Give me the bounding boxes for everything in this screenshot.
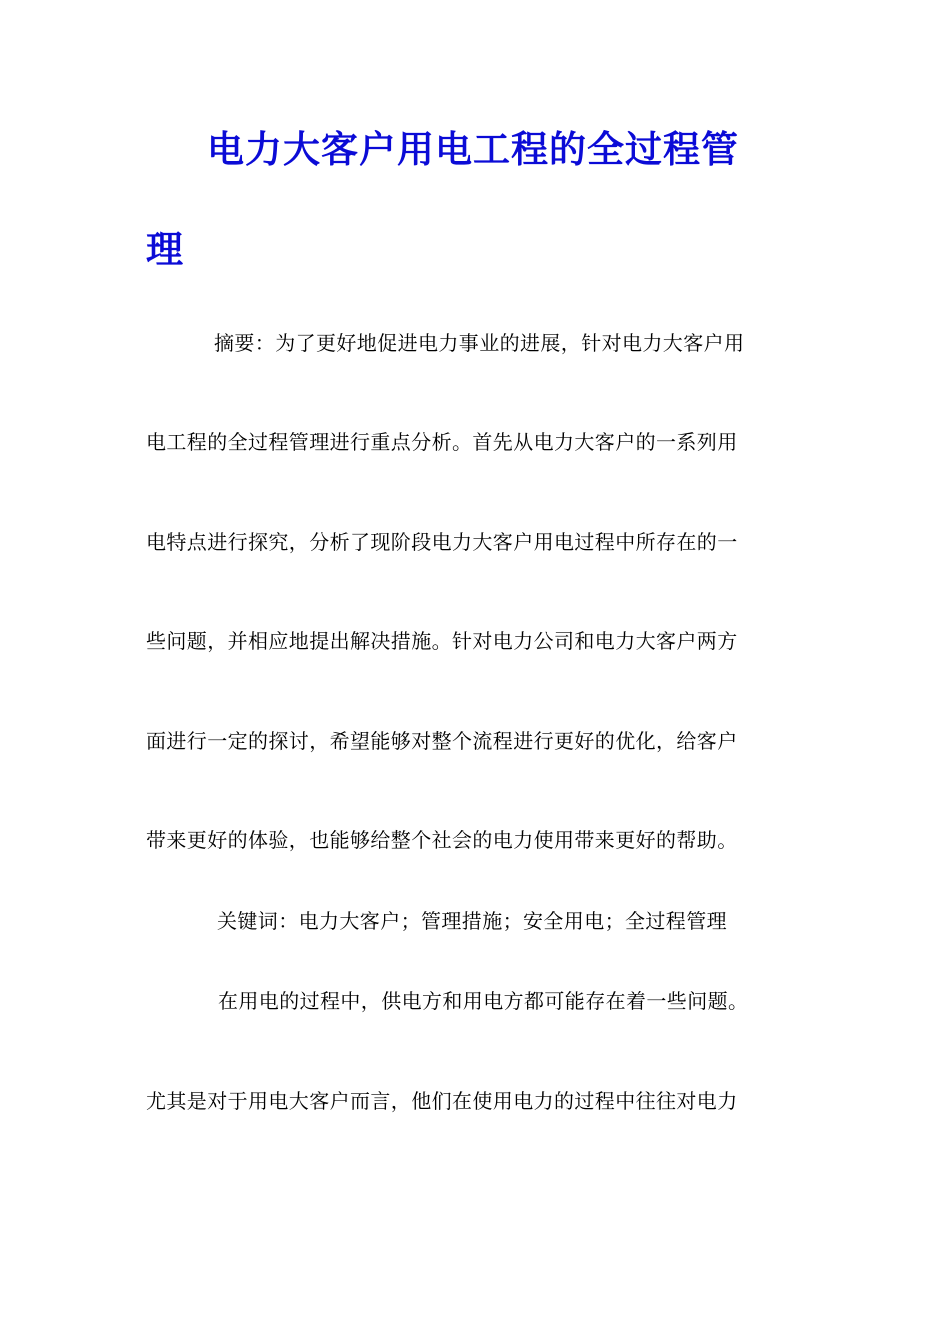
document-title-line-2: 理: [146, 228, 184, 271]
abstract-line-2: 电工程的全过程管理进行重点分析。首先从电力大客户的一系列用: [146, 430, 738, 454]
abstract-line-6: 带来更好的体验，也能够给整个社会的电力使用带来更好的帮助。: [146, 828, 738, 852]
abstract-line-3: 电特点进行探究，分析了现阶段电力大客户用电过程中所存在的一: [146, 530, 738, 554]
keywords-line: 关键词：电力大客户；管理措施；安全用电；全过程管理: [217, 909, 727, 933]
body-line-1: 在用电的过程中，供电方和用电方都可能存在着一些问题。: [218, 989, 749, 1013]
document-title-line-1: 电力大客户用电工程的全过程管: [207, 128, 739, 171]
abstract-line-1: 摘要：为了更好地促进电力事业的进展，针对电力大客户用: [214, 331, 745, 355]
abstract-line-5: 面进行一定的探讨，希望能够对整个流程进行更好的优化，给客户: [146, 729, 738, 753]
abstract-line-4: 些问题，并相应地提出解决措施。针对电力公司和电力大客户两方: [146, 629, 738, 653]
body-line-2: 尤其是对于用电大客户而言，他们在使用电力的过程中往往对电力: [146, 1089, 738, 1113]
